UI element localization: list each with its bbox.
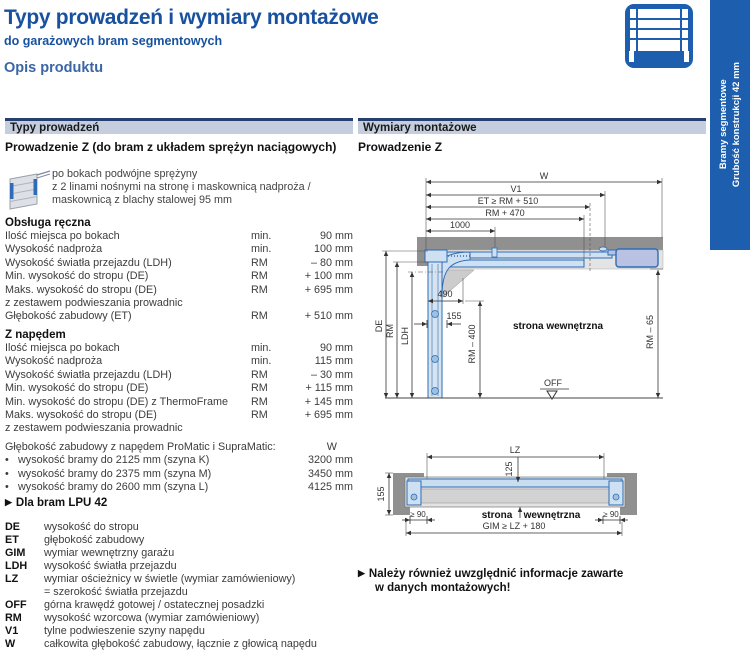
row-ref: RM — [251, 395, 268, 408]
row-value: + 695 mm — [304, 283, 353, 296]
row-ref: RM — [251, 283, 268, 296]
description-line: z 2 linami nośnymi na stronę i maskownicą nadproża / — [52, 181, 311, 194]
row-value: + 510 mm — [304, 310, 353, 323]
powered-operation-table — [5, 342, 353, 436]
row-ref: RM — [251, 382, 268, 395]
dim-label-rm400: RM – 400 — [467, 324, 477, 364]
row-label: Min. wysokość do stropu (DE) — [5, 270, 149, 283]
dim-label-125: 125 — [504, 461, 514, 477]
table-row — [5, 257, 353, 270]
abbreviation-legend — [5, 521, 365, 651]
legend-desc: wymiar wewnętrzny garażu — [44, 547, 175, 559]
legend-row — [5, 625, 365, 638]
row-label: Min. wysokość do stropu (DE) — [5, 382, 149, 395]
row-value — [291, 297, 353, 310]
row-ref: RM — [251, 409, 268, 422]
row-label: Wysokość nadproża — [5, 243, 103, 256]
row-value: 3200 mm — [307, 454, 353, 467]
legend-row — [5, 521, 365, 534]
mounting-z-heading: Prowadzenie Z — [358, 140, 443, 154]
dim-label-lz: LZ — [509, 445, 521, 455]
dim-label-155: 155 — [376, 486, 386, 502]
table-row — [5, 243, 353, 256]
interior-label-b: wewnętrzna — [523, 510, 581, 521]
row-ref: RM — [251, 310, 268, 323]
dim-label-ge90-left: ≥ 90 — [410, 510, 426, 519]
row-ref: min. — [251, 355, 272, 368]
dim-label-v1: V1 — [510, 184, 522, 194]
legend-desc: górna krawędź gotowej / ostatecznej posadzki — [44, 599, 265, 611]
row-label: Wysokość światła przejazdu (LDH) — [5, 256, 172, 269]
legend-desc — [44, 573, 365, 599]
legend-desc: głębokość zabudowy — [44, 534, 145, 546]
legend-desc: wysokość wzorcowa (wymiar zamówieniowy) — [44, 612, 260, 624]
table-row — [5, 355, 353, 368]
legend-abbr: W — [5, 638, 16, 650]
row-ref: min. — [251, 243, 272, 256]
table-row — [5, 310, 353, 323]
section-title: Opis produktu — [4, 60, 104, 76]
row-label: Ilość miejsca po bokach — [5, 342, 120, 354]
manual-operation-heading: Obsługa ręczna — [5, 217, 91, 229]
drive-depth-table — [5, 441, 353, 495]
page-title: Typy prowadzeń i wymiary montażowe — [4, 6, 379, 29]
legend-desc-line: = szerokość światła przejazdu — [44, 586, 188, 598]
off-label: OFF — [544, 378, 562, 388]
row-label: Głębokość zabudowy (ET) — [5, 310, 132, 323]
powered-operation-heading: Z napędem — [5, 329, 66, 341]
dim-label-490: 490 — [437, 289, 453, 299]
dim-label-rm470: RM + 470 — [485, 208, 525, 218]
legend-abbr: LZ — [5, 573, 19, 585]
table-row — [5, 284, 353, 297]
legend-abbr: ET — [5, 534, 19, 546]
dim-label-155: 155 — [446, 311, 462, 321]
row-label: Maks. wysokość do stropu (DE) — [5, 409, 157, 422]
row-ref: RM — [251, 256, 268, 269]
table-row — [5, 270, 353, 283]
row-value: 100 mm — [313, 243, 353, 256]
description-line: maskownicą z blachy stalowej 95 mm — [52, 194, 233, 207]
legend-abbr: V1 — [5, 625, 19, 637]
plan-view-diagram — [370, 428, 705, 545]
row-value: 90 mm — [320, 342, 353, 354]
dim-label-rm65: RM – 65 — [645, 314, 655, 350]
legend-row — [5, 612, 365, 625]
table-row — [5, 342, 353, 355]
section-bar-track-types: Typy prowadzeń — [5, 118, 353, 134]
row-value: – 30 mm — [310, 368, 353, 381]
table-row — [5, 297, 353, 310]
legend-row — [5, 573, 365, 599]
legend-row — [5, 534, 365, 547]
row-ref: RM — [251, 270, 268, 283]
legend-row — [5, 560, 365, 573]
row-ref — [251, 422, 291, 435]
row-label: Ilość miejsca po bokach — [5, 230, 120, 242]
table-row — [5, 230, 353, 243]
table-row — [5, 382, 353, 395]
row-ref: RM — [251, 368, 268, 381]
lpu-note-text: Dla bram LPU 42 — [15, 497, 108, 509]
row-value: + 115 mm — [305, 382, 353, 395]
drive-depth-header — [5, 441, 353, 454]
bullet-icon: • — [5, 467, 9, 480]
table-row — [5, 454, 353, 467]
legend-desc: wysokość światła przejazdu — [44, 560, 177, 572]
side-tab — [710, 0, 750, 250]
track-z-description — [52, 168, 352, 208]
dim-label-et: ET ≥ RM + 510 — [477, 196, 539, 206]
legend-desc: wysokość do stropu — [44, 521, 139, 533]
legend-desc: całkowita głębokość zabudowy, łącznie z głowicą napędu — [44, 638, 317, 650]
legend-abbr: RM — [5, 612, 22, 624]
manual-operation-table — [5, 230, 353, 324]
dim-label-ldh: LDH — [400, 326, 410, 346]
row-value — [291, 422, 353, 435]
legend-row — [5, 547, 365, 560]
table-row — [5, 369, 353, 382]
drive-depth-label: Głębokość zabudowy z napędem ProMatic i SupraMatic: — [5, 441, 276, 453]
page-subtitle: do garażowych bram segmentowych — [4, 34, 223, 48]
legend-abbr: DE — [5, 521, 20, 533]
description-line: po bokach podwójne sprężyny — [52, 168, 198, 180]
row-value: 4125 mm — [307, 481, 353, 494]
row-label: Maks. wysokość do stropu (DE) — [5, 283, 157, 296]
interior-side-label: strona wewnętrzna — [512, 321, 604, 332]
side-view-diagram — [370, 164, 705, 415]
dim-label-de: DE — [374, 319, 384, 333]
table-row — [5, 396, 353, 409]
section-bar-mounting-dimensions: Wymiary montażowe — [358, 118, 706, 134]
triangle-marker-icon: ▶ — [358, 568, 365, 578]
row-value: 3450 mm — [307, 467, 353, 480]
row-value: + 695 mm — [304, 409, 353, 422]
drive-depth-col-w: W — [326, 441, 337, 453]
row-value: – 80 mm — [310, 256, 353, 269]
row-label: Wysokość światła przejazdu (LDH) — [5, 368, 172, 381]
bullet-icon: • — [5, 454, 9, 467]
legend-row — [5, 638, 365, 651]
row-ref — [251, 297, 291, 310]
bullet-icon: • — [5, 481, 9, 494]
row-value: + 145 mm — [304, 395, 353, 408]
table-row — [5, 409, 353, 422]
row-value: + 100 mm — [304, 270, 353, 283]
table-row — [5, 468, 353, 481]
row-label: z zestawem podwieszania prowadnic — [5, 297, 183, 310]
interior-label-a: strona — [481, 510, 513, 521]
table-row — [5, 422, 353, 435]
legend-row — [5, 599, 365, 612]
row-label: Wysokość nadproża — [5, 355, 103, 368]
dim-label-1000: 1000 — [449, 220, 471, 230]
dim-label-w: W — [539, 171, 549, 181]
side-tab-line1: Bramy segmentowe — [718, 80, 729, 170]
track-z-heading: Prowadzenie Z (do bram z układem sprężyn naciągowych) — [5, 140, 337, 154]
legend-desc: tylne podwieszenie szyny napędu — [44, 625, 205, 637]
row-value: 90 mm — [320, 230, 353, 242]
triangle-marker-icon: ▶ — [5, 497, 12, 507]
row-label: z zestawem podwieszania prowadnic — [5, 422, 183, 435]
note-line2: w danych montażowych! — [375, 581, 511, 594]
legend-abbr: OFF — [5, 599, 27, 611]
dim-label-gim: GIM ≥ LZ + 180 — [482, 521, 546, 531]
sectional-door-sketch-icon — [6, 170, 52, 219]
dim-label-ge90-right: ≥ 90 — [603, 510, 619, 519]
row-label: Min. wysokość do stropu (DE) z ThermoFrame — [5, 395, 228, 408]
table-row — [5, 481, 353, 494]
legend-desc-line: wymiar ościeżnicy w świetle (wymiar zamówieniowy) — [44, 573, 296, 585]
lpu-note — [5, 497, 107, 511]
mounting-data-note — [358, 568, 688, 595]
row-ref: min. — [251, 342, 272, 354]
legend-abbr: LDH — [5, 560, 28, 572]
row-label: wysokość bramy do 2600 mm (szyna L) — [18, 481, 209, 494]
legend-abbr: GIM — [5, 547, 26, 559]
side-tab-line2: Grubość konstrukcji 42 mm — [731, 62, 742, 188]
garage-door-icon — [624, 3, 694, 74]
row-label: wysokość bramy do 2125 mm (szyna K) — [18, 454, 210, 467]
row-value: 115 mm — [314, 355, 353, 368]
dim-label-rm: RM — [385, 324, 395, 338]
row-label: wysokość bramy do 2375 mm (szyna M) — [18, 467, 212, 480]
note-line1: Należy również uwzględnić informacje zawarte — [368, 568, 624, 580]
row-ref: min. — [251, 230, 272, 242]
